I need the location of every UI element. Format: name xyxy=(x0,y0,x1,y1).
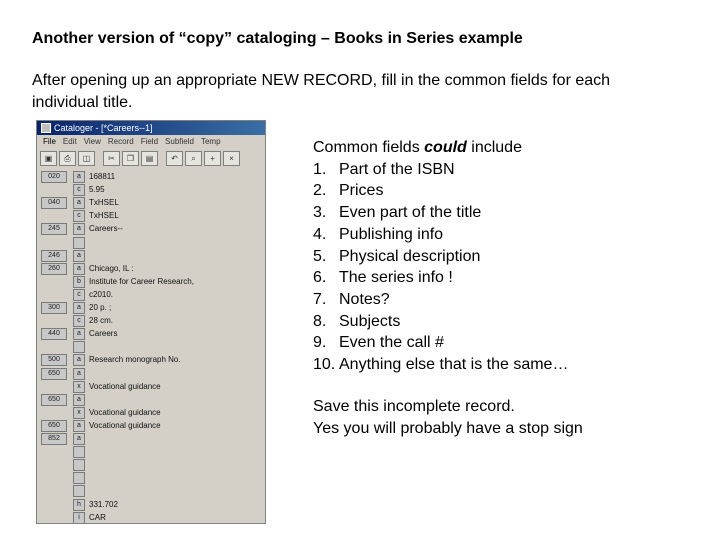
marc-subfield-code[interactable]: c xyxy=(73,315,85,327)
marc-field-row xyxy=(37,420,265,431)
marc-tag[interactable]: 852 xyxy=(41,433,67,445)
item-number: 1. xyxy=(313,160,327,178)
marc-subfield-code[interactable]: a xyxy=(73,394,85,406)
common-field-item xyxy=(313,311,568,333)
marc-subfield-code[interactable]: a xyxy=(73,302,85,314)
marc-subfield-value[interactable]: 5.95 xyxy=(89,185,105,195)
toolbar-separator xyxy=(160,152,164,165)
common-field-item xyxy=(313,159,568,181)
marc-tag[interactable]: 040 xyxy=(41,197,67,209)
marc-subfield-value[interactable]: 168811 xyxy=(89,172,116,181)
marc-subfield-code[interactable]: a xyxy=(73,223,85,235)
marc-field-row xyxy=(37,485,265,496)
marc-subfield-code[interactable] xyxy=(73,446,85,458)
save-icon[interactable]: ▣ xyxy=(40,151,57,166)
marc-subfield-code[interactable]: a xyxy=(73,328,85,340)
slide-title: Another version of “copy” cataloging – Books in Series example xyxy=(32,30,523,47)
item-number: 10. xyxy=(313,356,336,374)
preview-icon[interactable]: ◫ xyxy=(78,151,95,166)
marc-field-row xyxy=(37,499,265,510)
marc-subfield-value[interactable]: Careers-- xyxy=(89,224,123,234)
item-number: 6. xyxy=(313,269,327,287)
marc-tag[interactable]: 260 xyxy=(41,263,67,275)
undo-icon[interactable]: ↶ xyxy=(166,151,183,166)
marc-tag[interactable]: 650 xyxy=(41,368,67,380)
common-field-item xyxy=(313,224,568,246)
marc-field-row xyxy=(37,381,265,392)
marc-field-row xyxy=(37,263,265,274)
heading-text-end: include xyxy=(466,139,522,156)
item-number: 7. xyxy=(313,290,327,308)
marc-subfield-code[interactable] xyxy=(73,459,85,471)
intro-text: After opening up an appropriate NEW RECORD, fill in the common fields for each individual title. xyxy=(32,72,611,111)
marc-subfield-code[interactable] xyxy=(73,237,85,249)
item-number: 2. xyxy=(313,182,327,200)
insert-icon[interactable]: + xyxy=(204,151,221,166)
marc-subfield-value[interactable]: Research monograph No. xyxy=(89,355,181,365)
common-field-item xyxy=(313,354,568,376)
marc-subfield-value[interactable]: Institute for Career Research, xyxy=(89,276,194,286)
marc-subfield-code[interactable]: i xyxy=(73,512,85,524)
marc-subfield-code[interactable]: c xyxy=(73,289,85,301)
marc-subfield-value[interactable]: 28 cm. xyxy=(89,316,114,326)
marc-field-row xyxy=(37,250,265,261)
heading-emphasis: could xyxy=(424,139,467,156)
marc-field-row xyxy=(37,197,265,208)
marc-subfield-code[interactable]: a xyxy=(73,368,85,380)
marc-subfield-code[interactable] xyxy=(73,341,85,353)
marc-subfield-value[interactable]: 20 p. ; xyxy=(89,303,112,312)
marc-subfield-code[interactable]: a xyxy=(73,197,85,209)
marc-subfield-code[interactable]: x xyxy=(73,381,85,393)
item-text: Subjects xyxy=(339,312,401,330)
marc-field-row xyxy=(37,171,265,182)
item-text: Physical description xyxy=(339,247,481,265)
marc-subfield-code[interactable]: x xyxy=(73,407,85,419)
marc-subfield-value[interactable]: TxHSEL xyxy=(89,198,119,208)
marc-record-editor xyxy=(37,167,265,523)
marc-tag[interactable]: 020 xyxy=(41,171,67,183)
heading-text: Common fields xyxy=(313,139,425,156)
common-fields-items xyxy=(313,159,568,376)
app-icon xyxy=(41,123,51,133)
marc-subfield-code[interactable]: b xyxy=(73,276,85,288)
marc-tag[interactable]: 440 xyxy=(41,328,67,340)
marc-subfield-code[interactable]: a xyxy=(73,420,85,432)
delete-icon[interactable]: × xyxy=(223,151,240,166)
item-text: Even part of the title xyxy=(339,204,482,222)
marc-subfield-value[interactable]: Vocational guidance xyxy=(89,420,161,430)
marc-field-row xyxy=(37,289,265,300)
window-title: Cataloger - [*Careers--1] xyxy=(54,123,153,133)
window-titlebar xyxy=(37,121,265,135)
marc-field-row xyxy=(37,354,265,365)
marc-field-row xyxy=(37,341,265,352)
common-fields-list xyxy=(313,137,568,376)
marc-field-row xyxy=(37,184,265,195)
marc-subfield-value[interactable]: CAR xyxy=(89,512,106,522)
marc-field-row xyxy=(37,459,265,470)
marc-field-row xyxy=(37,302,265,313)
copy-icon[interactable]: ❐ xyxy=(122,151,139,166)
marc-subfield-code[interactable]: h xyxy=(73,499,85,511)
marc-field-row xyxy=(37,223,265,234)
marc-subfield-value[interactable]: 331.702 xyxy=(89,499,118,509)
marc-tag[interactable]: 300 xyxy=(41,302,67,314)
marc-field-row xyxy=(37,394,265,405)
common-field-item xyxy=(313,180,568,202)
marc-field-row xyxy=(37,276,265,287)
menu-file[interactable]: File xyxy=(43,137,56,146)
menu-view[interactable]: View xyxy=(83,137,101,146)
find-icon[interactable]: ⌕ xyxy=(185,151,202,166)
item-number: 3. xyxy=(313,204,327,222)
marc-subfield-code[interactable]: c xyxy=(73,184,85,196)
item-text: Anything else that is the same… xyxy=(339,356,569,374)
common-field-item xyxy=(313,289,568,311)
marc-subfield-code[interactable]: c xyxy=(73,210,85,222)
save-line-1: Save this incomplete record. xyxy=(313,398,515,415)
print-icon[interactable]: ⎙ xyxy=(59,151,76,166)
marc-subfield-code[interactable]: a xyxy=(73,433,85,445)
marc-tag[interactable]: 650 xyxy=(41,420,67,432)
save-note xyxy=(313,396,583,440)
common-fields-heading xyxy=(313,137,568,159)
menu-temp[interactable]: Temp xyxy=(200,137,221,146)
menu-field[interactable]: Field xyxy=(140,137,159,146)
item-text: Publishing info xyxy=(339,225,444,243)
marc-subfield-code[interactable]: a xyxy=(73,354,85,366)
common-field-item xyxy=(313,202,568,224)
item-text: Part of the ISBN xyxy=(339,160,455,178)
marc-subfield-value[interactable]: Vocational guidance xyxy=(89,381,161,391)
marc-field-row xyxy=(37,407,265,418)
marc-tag[interactable]: 500 xyxy=(41,354,67,366)
marc-subfield-value[interactable]: c2010. xyxy=(89,289,114,299)
item-number: 4. xyxy=(313,225,327,243)
marc-tag[interactable]: 246 xyxy=(41,250,67,262)
marc-subfield-value[interactable]: Chicago, IL : xyxy=(89,263,134,273)
marc-field-row xyxy=(37,368,265,379)
marc-subfield-code[interactable] xyxy=(73,472,85,484)
common-field-item xyxy=(313,246,568,268)
common-field-item xyxy=(313,267,568,289)
marc-subfield-code[interactable]: a xyxy=(73,250,85,262)
marc-field-row xyxy=(37,433,265,444)
marc-field-row xyxy=(37,328,265,339)
marc-subfield-value[interactable]: Vocational guidance xyxy=(89,407,161,417)
marc-subfield-value[interactable]: TxHSEL xyxy=(89,211,119,221)
item-text: The series info ! xyxy=(339,269,453,287)
marc-field-row xyxy=(37,446,265,457)
paste-icon[interactable]: ▤ xyxy=(141,151,158,166)
marc-subfield-value[interactable]: Careers xyxy=(89,329,118,339)
item-number: 9. xyxy=(313,334,327,352)
menu-subfield[interactable]: Subfield xyxy=(165,137,194,146)
common-field-item xyxy=(313,332,568,354)
marc-subfield-code[interactable]: a xyxy=(73,171,85,183)
toolbar xyxy=(37,148,265,169)
cut-icon[interactable]: ✂ xyxy=(103,151,120,166)
marc-field-row xyxy=(37,315,265,326)
item-text: Prices xyxy=(339,182,384,200)
marc-field-row xyxy=(37,210,265,221)
marc-subfield-code[interactable]: a xyxy=(73,263,85,275)
toolbar-separator xyxy=(97,152,101,165)
item-number: 5. xyxy=(313,247,327,265)
menu-bar xyxy=(37,135,265,148)
marc-field-row xyxy=(37,472,265,483)
marc-field-row xyxy=(37,512,265,523)
item-text: Notes? xyxy=(339,290,390,308)
menu-edit[interactable]: Edit xyxy=(62,137,77,146)
marc-tag[interactable]: 650 xyxy=(41,394,67,406)
marc-tag[interactable]: 245 xyxy=(41,223,67,235)
marc-field-row xyxy=(37,237,265,248)
marc-subfield-code[interactable] xyxy=(73,485,85,497)
item-number: 8. xyxy=(313,312,327,330)
cataloger-screenshot xyxy=(36,120,266,524)
menu-record[interactable]: Record xyxy=(107,137,134,146)
save-line-2: Yes you will probably have a stop sign xyxy=(313,420,583,437)
item-text: Even the call # xyxy=(339,334,444,352)
